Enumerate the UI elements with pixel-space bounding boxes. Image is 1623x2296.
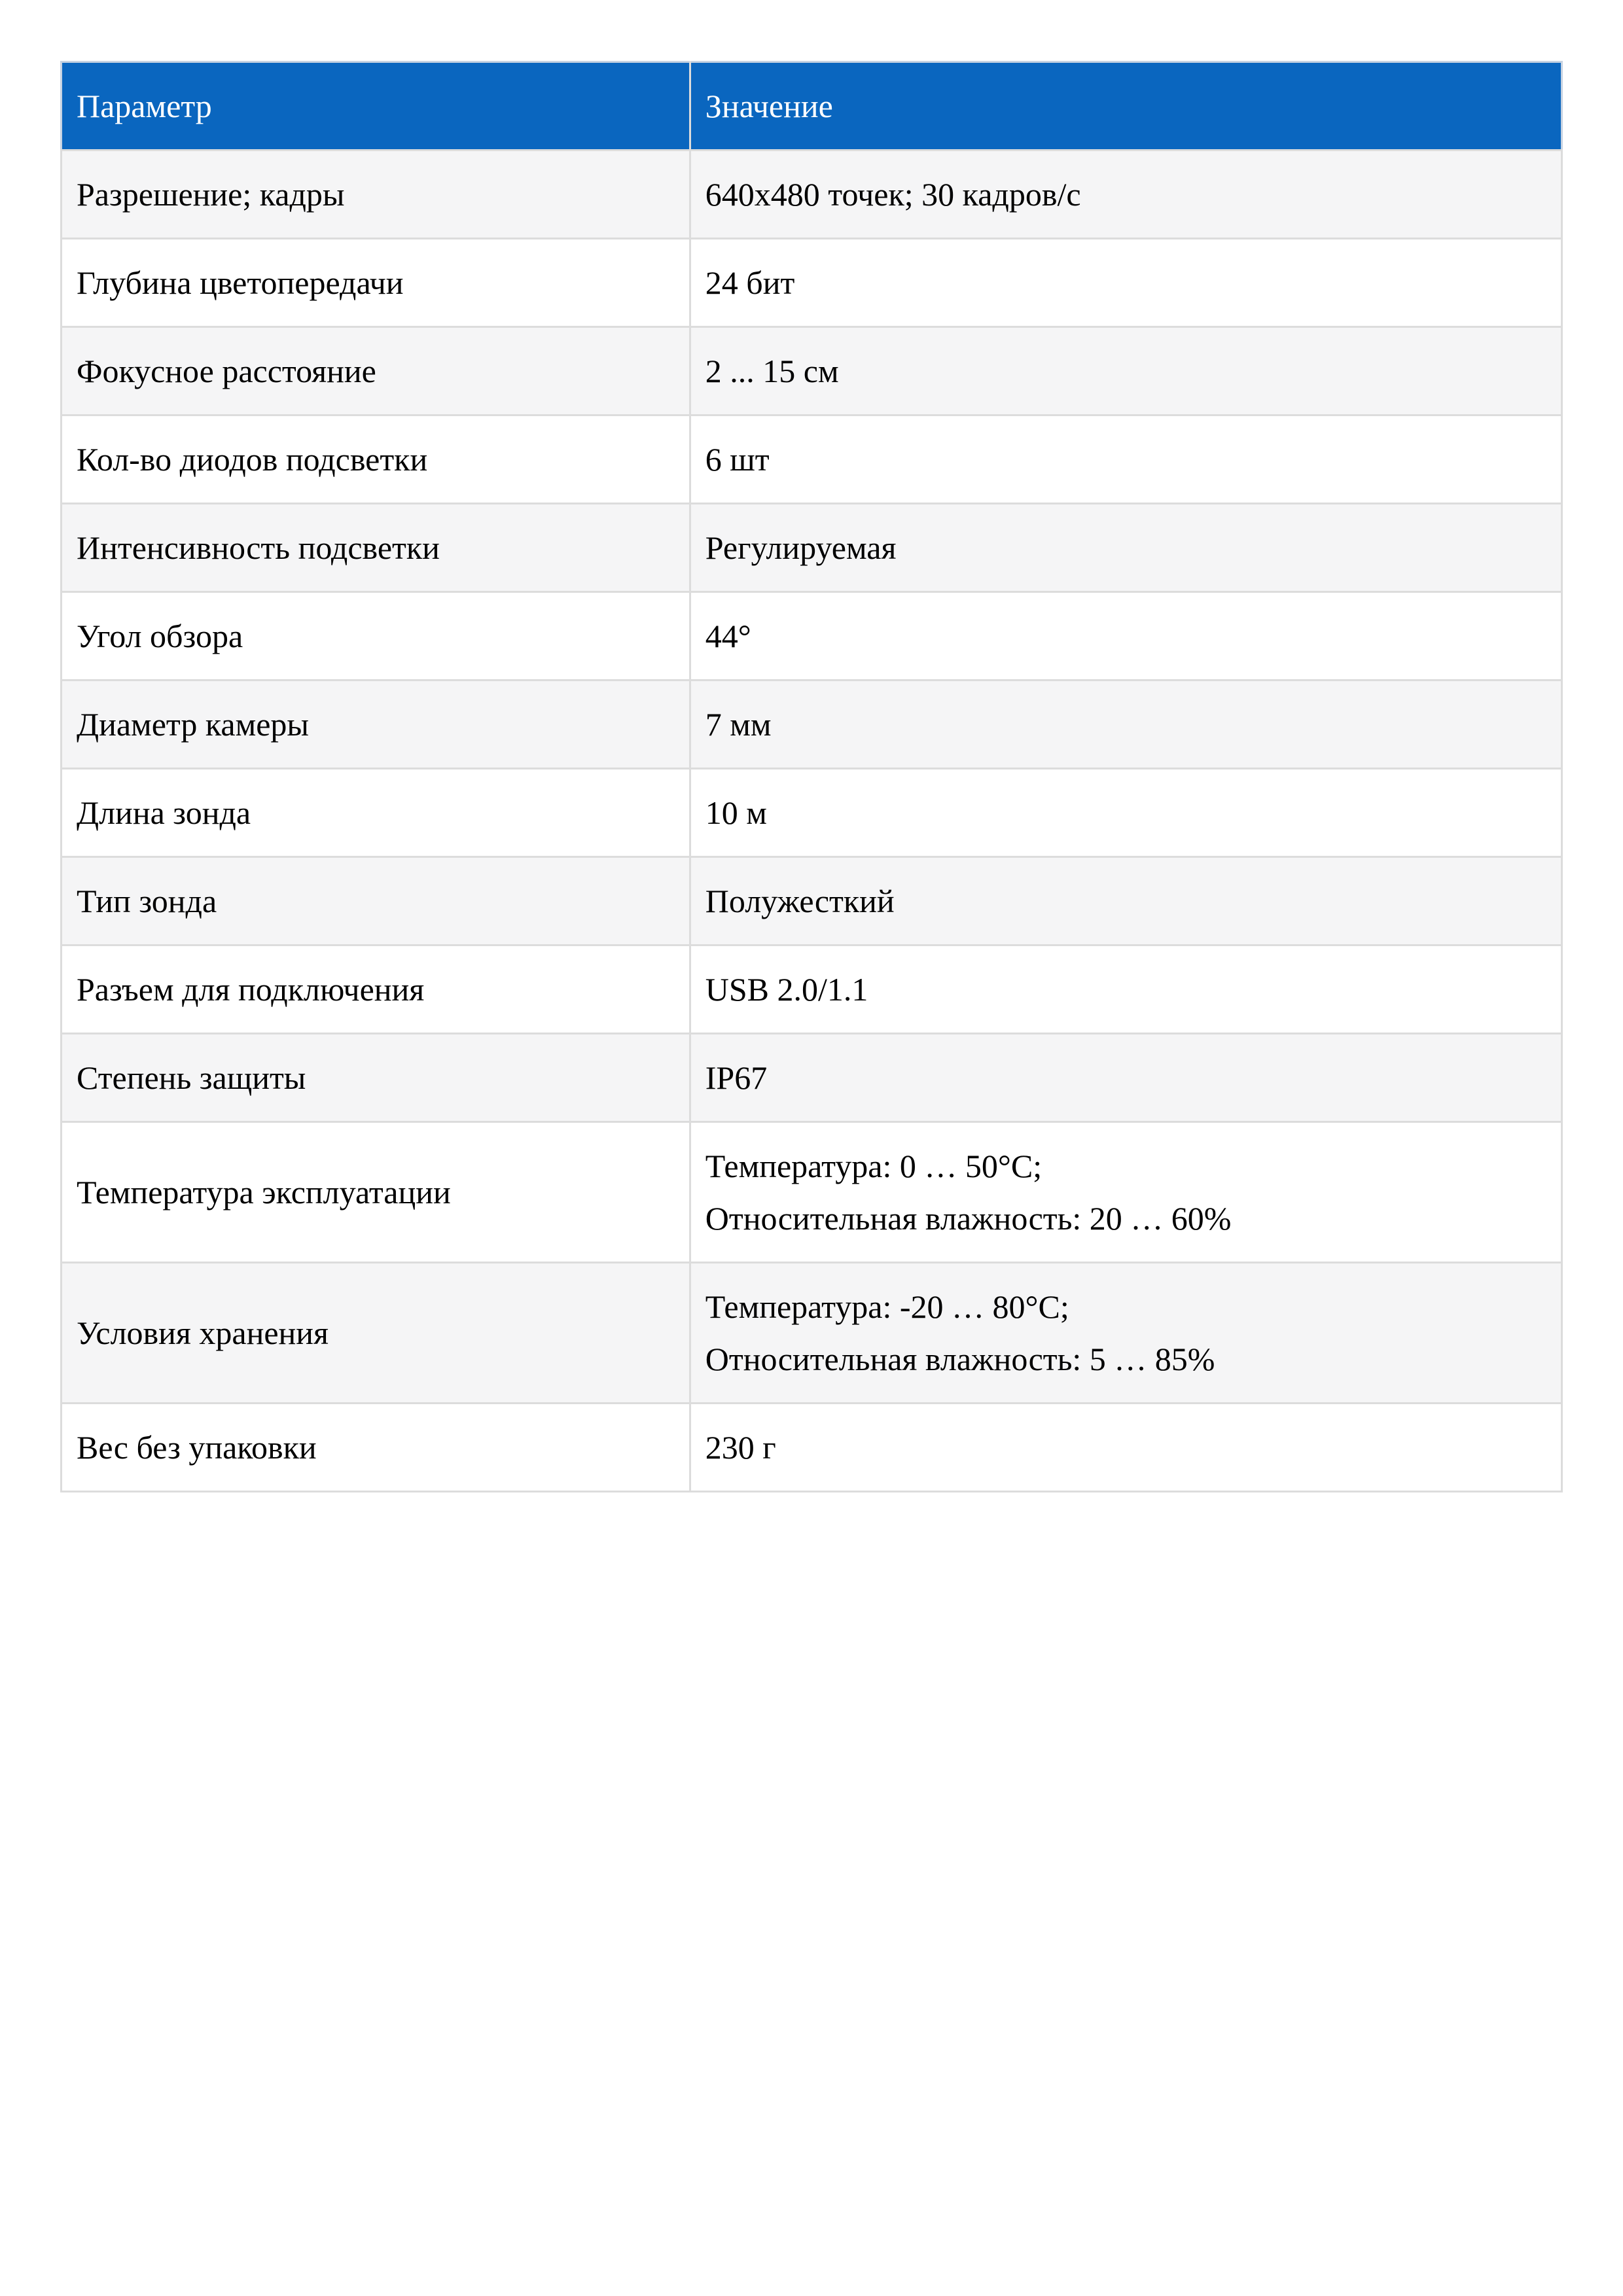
table-row — [62, 769, 1562, 857]
value-line: 24 бит — [705, 264, 795, 301]
param-cell: Вес без упаковки — [62, 1404, 690, 1492]
value-line: Относительная влажность: 5 … 85% — [705, 1341, 1215, 1377]
value-cell — [690, 857, 1561, 945]
table-row — [62, 504, 1562, 592]
table-row — [62, 150, 1562, 239]
param-cell: Интенсивность подсветки — [62, 504, 690, 592]
value-column-header: Значение — [690, 62, 1561, 150]
param-cell: Разрешение; кадры — [62, 150, 690, 239]
value-cell — [690, 239, 1561, 327]
table-row — [62, 239, 1562, 327]
value-line: Регулируемая — [705, 529, 897, 566]
table-row — [62, 415, 1562, 504]
value-cell — [690, 680, 1561, 769]
value-line: Температура: 0 … 50°C; — [705, 1148, 1043, 1184]
param-cell: Угол обзора — [62, 592, 690, 680]
table-body — [62, 150, 1562, 1492]
param-column-header: Параметр — [62, 62, 690, 150]
table-row — [62, 680, 1562, 769]
value-line: 230 г — [705, 1429, 776, 1466]
param-cell: Температура эксплуатации — [62, 1122, 690, 1263]
param-cell: Кол-во диодов подсветки — [62, 415, 690, 504]
param-cell: Степень защиты — [62, 1034, 690, 1122]
value-line: 2 ... 15 см — [705, 353, 839, 389]
param-cell: Разъем для подключения — [62, 945, 690, 1034]
value-cell — [690, 415, 1561, 504]
table-row — [62, 1122, 1562, 1263]
param-cell: Фокусное расстояние — [62, 327, 690, 415]
table-row — [62, 592, 1562, 680]
value-line: 44° — [705, 618, 751, 654]
value-line: 640x480 точек; 30 кадров/с — [705, 176, 1081, 213]
value-cell — [690, 592, 1561, 680]
table-row — [62, 327, 1562, 415]
value-cell — [690, 327, 1561, 415]
value-line: Полужесткий — [705, 883, 895, 919]
value-cell — [690, 1404, 1561, 1492]
param-cell: Глубина цветопередачи — [62, 239, 690, 327]
value-cell — [690, 150, 1561, 239]
value-cell — [690, 769, 1561, 857]
value-cell — [690, 1122, 1561, 1263]
param-cell: Диаметр камеры — [62, 680, 690, 769]
value-line: IP67 — [705, 1059, 768, 1096]
value-line: USB 2.0/1.1 — [705, 971, 868, 1008]
value-line: Температура: -20 … 80°C; — [705, 1288, 1069, 1325]
value-cell — [690, 945, 1561, 1034]
value-line: 6 шт — [705, 441, 770, 478]
table-header-row — [62, 62, 1562, 150]
param-cell: Тип зонда — [62, 857, 690, 945]
table-row — [62, 857, 1562, 945]
value-cell — [690, 504, 1561, 592]
value-line: 7 мм — [705, 706, 772, 743]
table-row — [62, 945, 1562, 1034]
table-row — [62, 1034, 1562, 1122]
param-cell: Длина зонда — [62, 769, 690, 857]
param-cell: Условия хранения — [62, 1263, 690, 1404]
specs-table — [60, 61, 1563, 1492]
value-cell — [690, 1034, 1561, 1122]
value-line: Относительная влажность: 20 … 60% — [705, 1200, 1232, 1237]
value-line: 10 м — [705, 794, 767, 831]
table-row — [62, 1263, 1562, 1404]
value-cell — [690, 1263, 1561, 1404]
table-row — [62, 1404, 1562, 1492]
